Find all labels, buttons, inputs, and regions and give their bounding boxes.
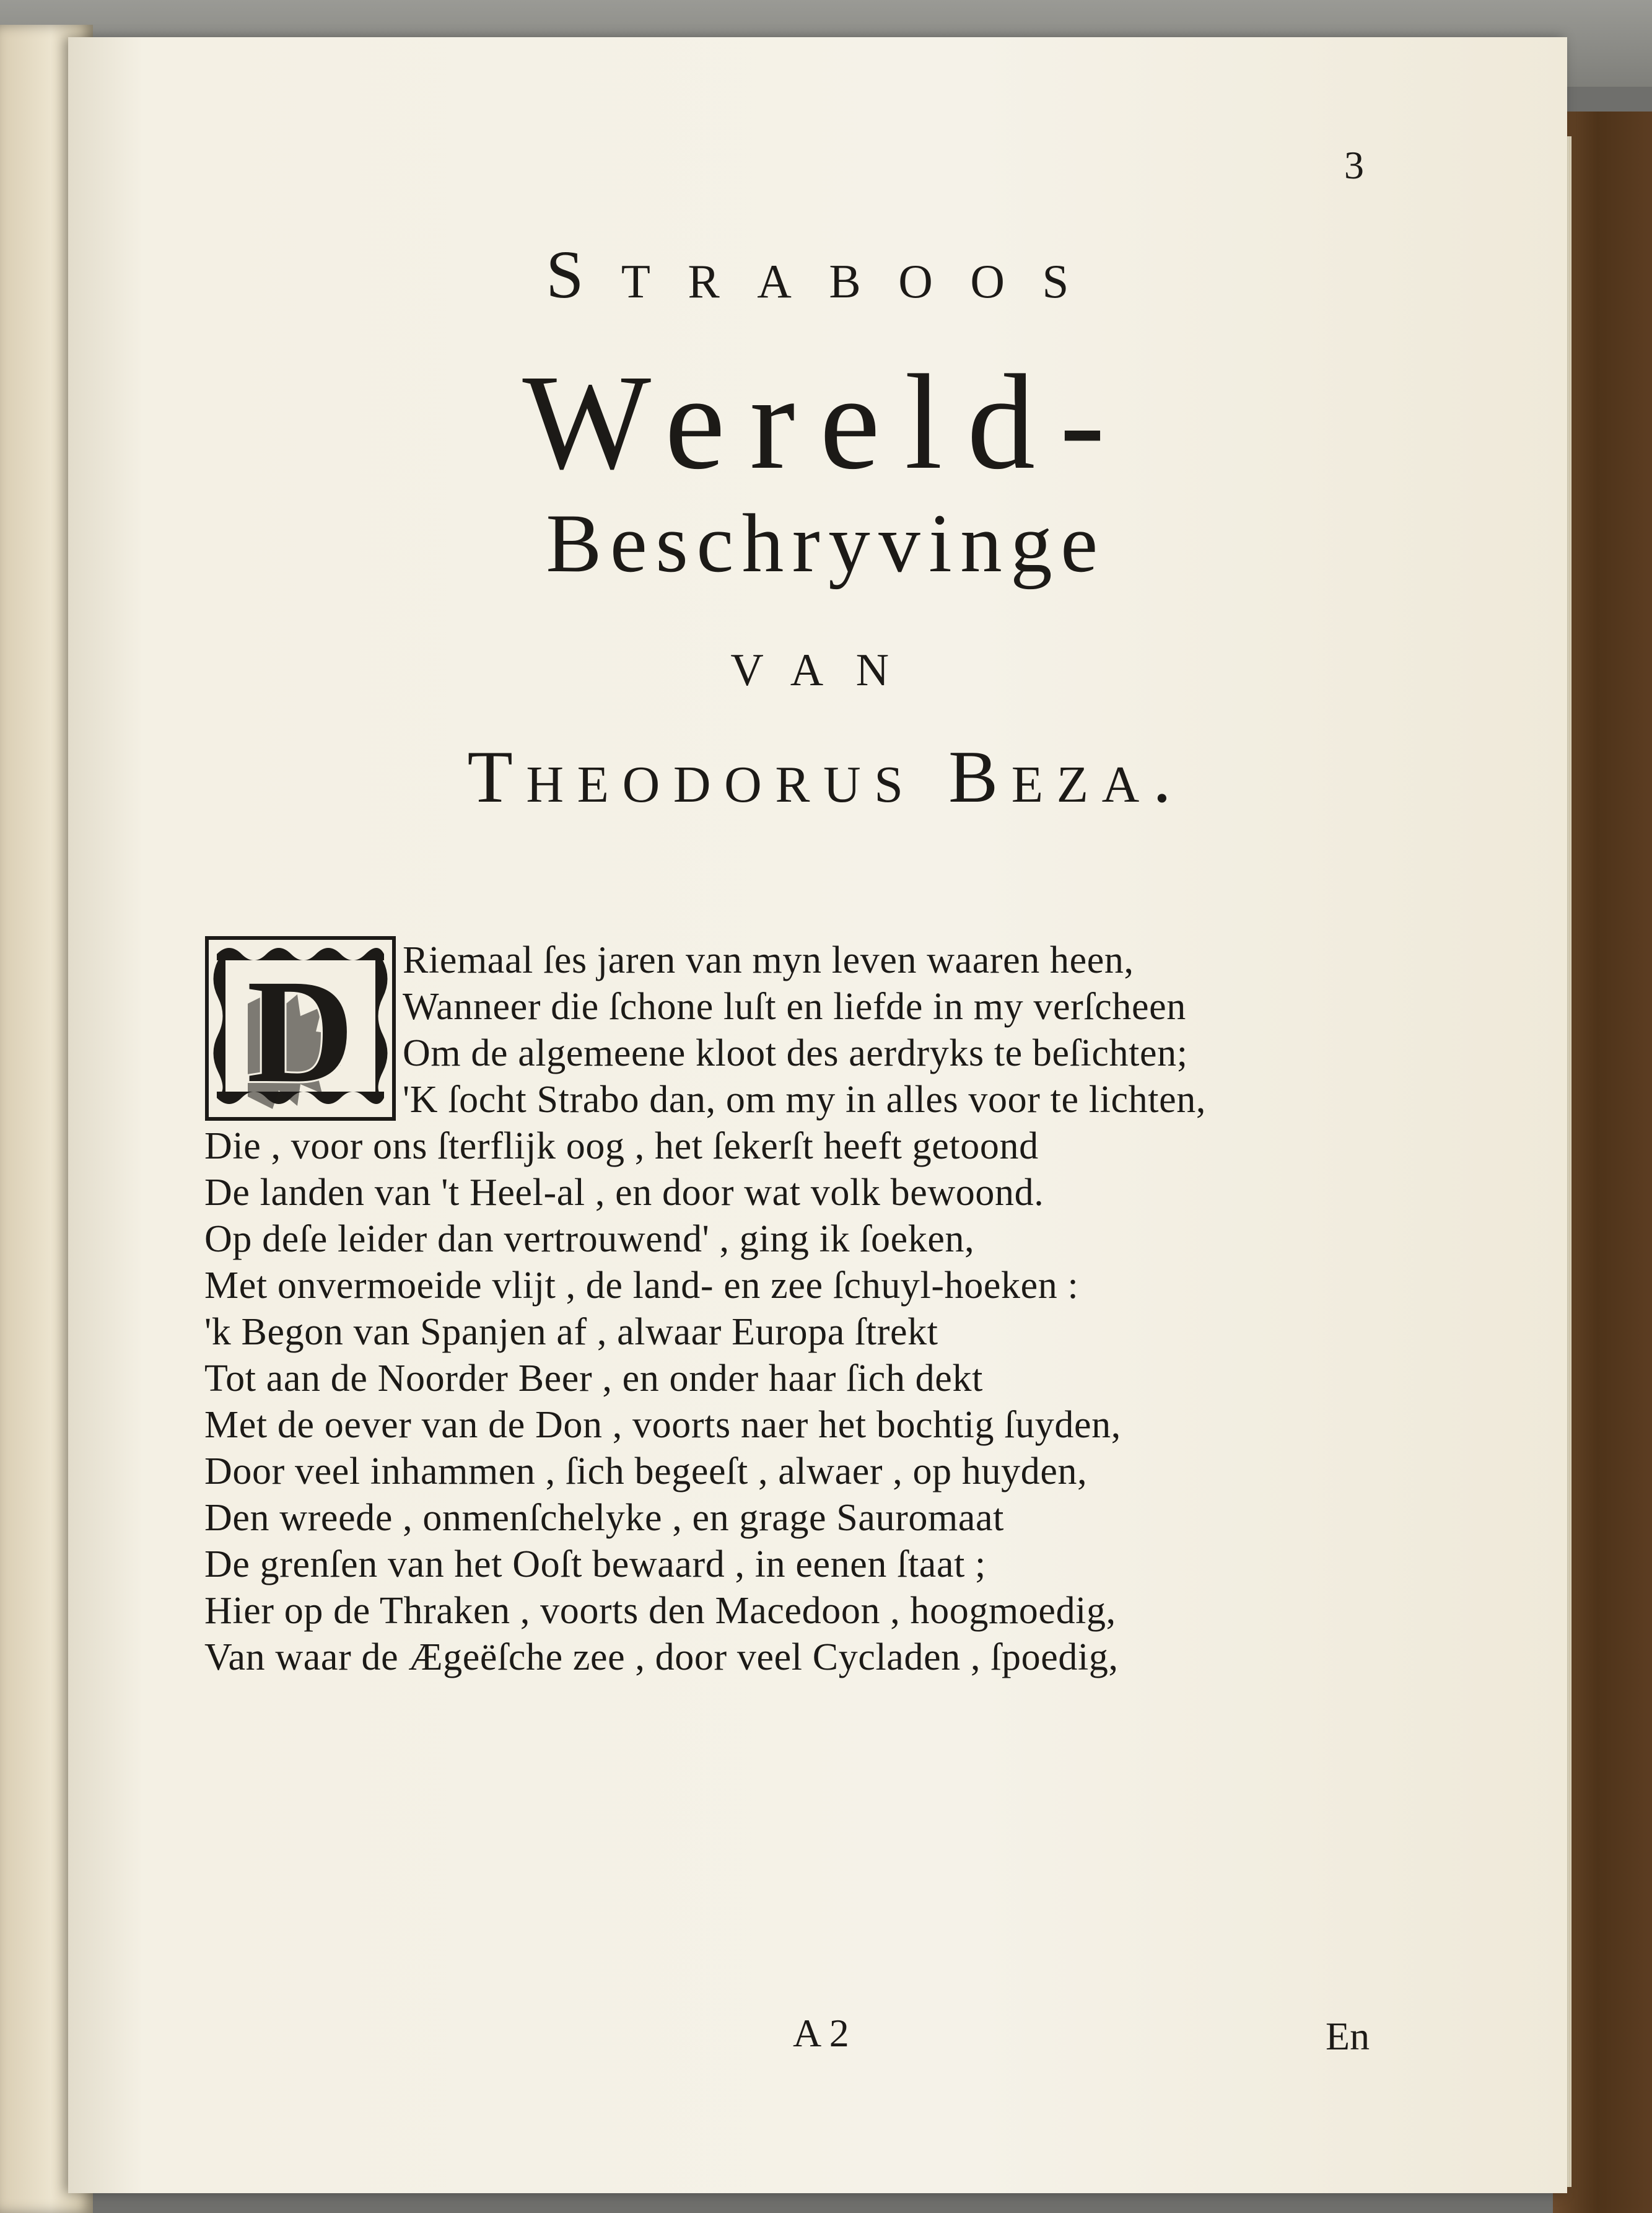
- verse-line-16: Van waar de Ægeëſche zee , door veel Cycladen , ſpoedig,: [204, 1636, 1119, 1678]
- verse-line-9: 'k Begon van Spanjen af , alwaar Europa ſtrekt: [204, 1311, 938, 1353]
- verse-line-1: Riemaal ſes jaren van myn leven waaren heen,: [403, 939, 1134, 981]
- verse-line-5: Die , voor ons ſterflijk oog , het ſekerſt heeft getoond: [204, 1125, 1039, 1167]
- title-line-4: van: [730, 627, 922, 699]
- title-line-3: Beschryvinge: [546, 497, 1106, 590]
- verse-line-4: 'K ſocht Strabo dan, om my in alles voor te lichten,: [403, 1079, 1206, 1121]
- verse-line-13: Den wreede , onmenſchelyke , en grage Sauromaat: [204, 1497, 1004, 1539]
- signature-mark: A 2: [793, 2011, 849, 2055]
- verse-line-3: Om de algemeene kloot des aerdryks te beſichten;: [403, 1032, 1188, 1074]
- verse-line-14: De grenſen van het Ooſt bewaard , in eenen ſtaat ;: [204, 1543, 986, 1585]
- verse-line-11: Met de oever van de Don , voorts naer het bochtig ſuyden,: [204, 1404, 1121, 1446]
- verse-line-2: Wanneer die ſchone luſt en liefde in my verſcheen: [403, 986, 1186, 1028]
- catchword: En: [1326, 2014, 1370, 2058]
- title-line-5: Theodorus Beza.: [467, 735, 1185, 818]
- verse-line-10: Tot aan de Noorder Beer , en onder haar ſich dekt: [204, 1357, 983, 1400]
- verse-line-7: Op deſe leider dan vertrouwend' , ging ik ſoeken,: [204, 1218, 975, 1260]
- initial-letter: D: [247, 949, 354, 1113]
- verse-line-8: Met onvermoeide vlijt , de land- en zee ſchuyl-hoeken :: [204, 1264, 1079, 1307]
- title-line-2: Wereld-: [522, 346, 1130, 497]
- verse-line-15: Hier op de Thraken , voorts den Macedoon , hoogmoedig,: [204, 1590, 1116, 1632]
- verse-line-12: Door veel inhammen , ſich begeeſt , alwaer , op huyden,: [204, 1450, 1088, 1492]
- title-line-1: Straboos: [546, 237, 1106, 312]
- verse-line-6: De landen van 't Heel-al , en door wat volk bewoond.: [204, 1172, 1044, 1214]
- decorated-initial-d-icon: [204, 936, 396, 1121]
- page-number: 3: [1344, 143, 1364, 187]
